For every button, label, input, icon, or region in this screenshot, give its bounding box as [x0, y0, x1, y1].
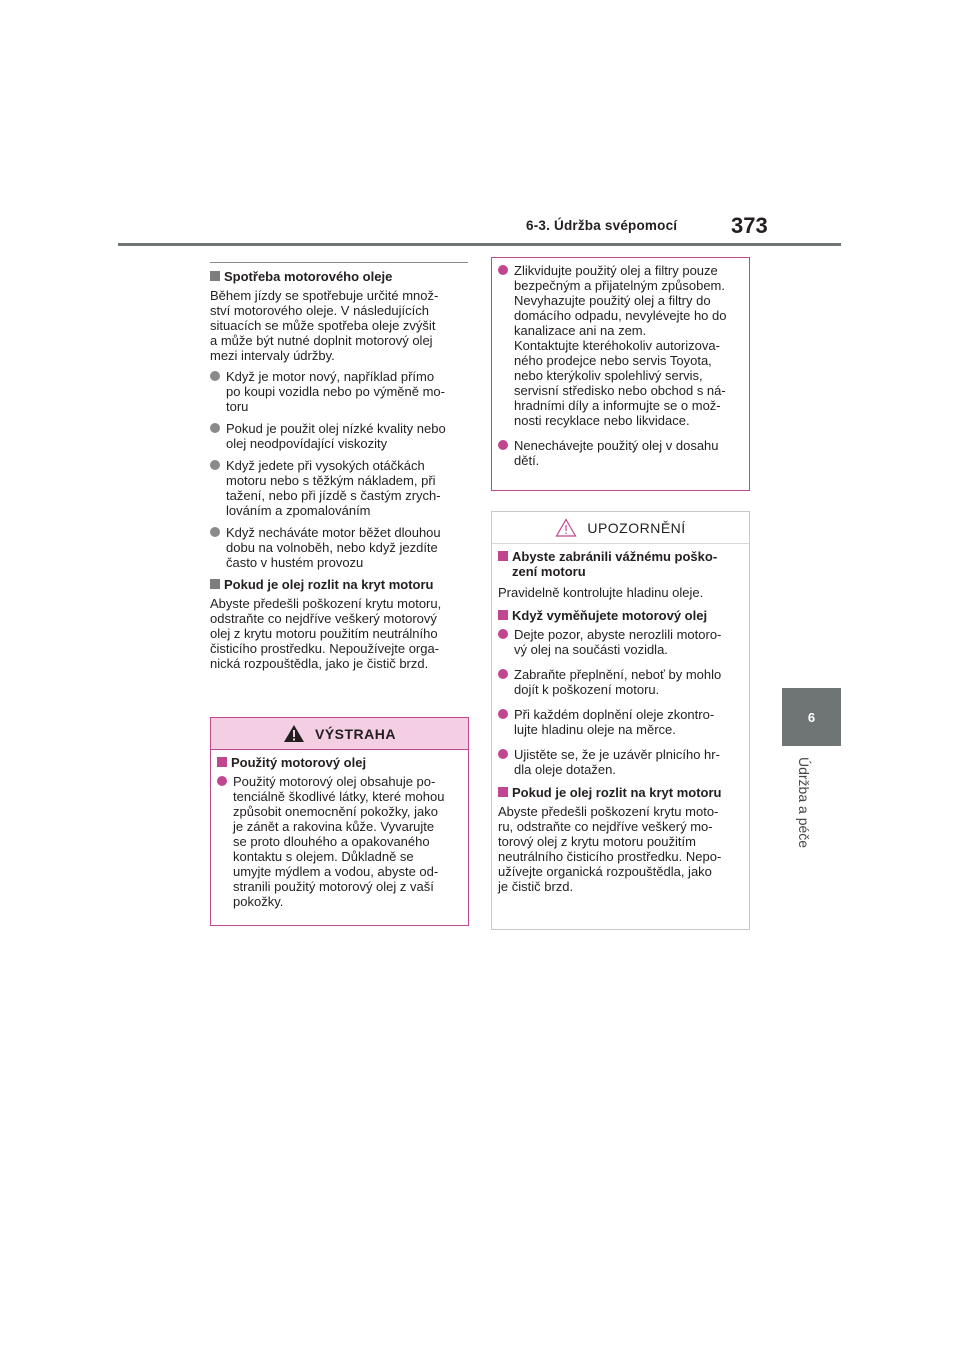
line: Kontaktujte kteréhokoliv autorizova- — [514, 338, 720, 353]
line: dla oleje dotažen. — [514, 762, 616, 777]
left-column — [210, 262, 468, 677]
line: dobu na volnoběh, nebo když jezdíte — [226, 540, 438, 555]
chapter-number: 6 — [807, 709, 816, 725]
square-bullet-icon — [498, 787, 508, 797]
caution-header — [492, 512, 749, 544]
line: stranili použitý motorový olej z vaší — [233, 879, 434, 894]
line: Zabraňte přeplnění, neboť by mohlo — [514, 667, 722, 682]
line: motoru nebo s těžkým nákladem, při — [226, 473, 436, 488]
heading-changing-oil — [498, 608, 743, 623]
warning-title: VÝSTRAHA — [314, 725, 396, 742]
warning-triangle-icon — [283, 724, 305, 743]
bullet-dot-icon — [498, 709, 508, 719]
line: lováním a zpomalováním — [226, 503, 371, 518]
line: nická rozpouštědla, jako je čistič brzd. — [210, 656, 429, 671]
line: Nevyhazujte použitý olej a filtry do — [514, 293, 711, 308]
line: Abyste zabránili vážnému poško- — [512, 549, 718, 564]
bullet-dot-icon — [217, 776, 227, 786]
header-rule — [118, 243, 841, 246]
line: lujte hladinu oleje na měrce. — [514, 722, 676, 737]
line: Pokud je použit olej nízké kvality nebo — [226, 421, 446, 436]
list-item — [498, 263, 743, 428]
bullet-dot-icon — [210, 371, 220, 381]
line: umyjte mýdlem a vodou, abyste od- — [233, 864, 439, 879]
line: domácího odpadu, nevylévejte ho do — [514, 308, 727, 323]
line: neutrálního čisticího prostředku. Nepo- — [498, 849, 722, 864]
line: dojít k poškození motoru. — [514, 682, 660, 697]
list-item — [210, 458, 468, 518]
line: ství motorového oleje. V následujících — [210, 303, 429, 318]
section-rule — [210, 262, 468, 263]
line: je zánět a rakovina kůže. Vyvarujte — [233, 819, 435, 834]
heading-oil-consumption — [210, 269, 468, 284]
list-item — [498, 747, 743, 777]
line: ného prodejce nebo servis Toyota, — [514, 353, 712, 368]
line: nosti recyklace nebo likvidace. — [514, 413, 690, 428]
line: Abyste předešli poškození krytu motoru, — [210, 596, 442, 611]
line: odstraňte co nejdříve veškerý motorový — [210, 611, 437, 626]
line: po koupi vozidla nebo po výměně mo- — [226, 384, 445, 399]
line: olej neodpovídající viskozity — [226, 436, 388, 451]
line: torový olej z krytu motoru použitím — [498, 834, 696, 849]
line: se proto dlouhého a opakovaného — [233, 834, 430, 849]
line: často v hustém provozu — [226, 555, 364, 570]
line: kontaktu s olejem. Důkladně se — [233, 849, 414, 864]
square-bullet-icon — [210, 271, 220, 281]
line: kanalizace ani na zem. — [514, 323, 647, 338]
line: Když jedete při vysokých otáčkách — [226, 458, 425, 473]
line: Dejte pozor, abyste nerozlili motoro- — [514, 627, 722, 642]
line: zení motoru — [512, 564, 586, 579]
bullet-dot-icon — [210, 527, 220, 537]
line: Ujistěte se, že je uzávěr plnicího hr- — [514, 747, 720, 762]
line: Použitý motorový olej obsahuje po- — [233, 774, 436, 789]
line: užívejte organická rozpouštědla, jako — [498, 864, 712, 879]
heading-oil-spill-caution — [498, 785, 743, 800]
square-bullet-icon — [217, 757, 227, 767]
section-title: 6-3. Údržba svépomocí — [526, 218, 678, 233]
line: ru, odstraňte co nejdříve veškerý mo- — [498, 819, 713, 834]
warning-header — [211, 718, 468, 750]
list-item — [217, 774, 462, 909]
list-item — [210, 525, 468, 570]
list-item — [210, 421, 468, 451]
line: Při každém doplnění oleje zkontro- — [514, 707, 715, 722]
paragraph — [498, 804, 743, 894]
heading-text: Pokud je olej rozlit na kryt motoru — [512, 785, 722, 800]
caution-triangle-icon — [555, 518, 577, 537]
bullet-dot-icon — [498, 265, 508, 275]
line: vý olej na součásti vozidla. — [514, 642, 668, 657]
list-item — [210, 369, 468, 414]
line: způsobit onemocnění pokožky, jako — [233, 804, 438, 819]
line: toru — [226, 399, 249, 414]
line: je čistič brzd. — [498, 879, 574, 894]
list-item — [498, 438, 743, 468]
bullet-dot-icon — [498, 629, 508, 639]
chapter-tab — [782, 688, 841, 746]
line: a může být nutné doplnit motorový olej — [210, 333, 433, 348]
list-item — [498, 667, 743, 697]
bullet-dot-icon — [210, 423, 220, 433]
square-bullet-icon — [210, 579, 220, 589]
heading-text: Pokud je olej rozlit na kryt motoru — [224, 577, 434, 592]
line: bezpečným a přijatelným způsobem. — [514, 278, 725, 293]
heading-text: Když vyměňujete motorový olej — [512, 608, 708, 623]
line: Když je motor nový, například přímo — [226, 369, 435, 384]
line: nebo kterýkoliv spolehlivý servis, — [514, 368, 703, 383]
line: Nenechávejte použitý olej v dosahu — [514, 438, 719, 453]
square-bullet-icon — [498, 551, 508, 561]
bullet-dot-icon — [498, 749, 508, 759]
paragraph — [210, 288, 468, 363]
paragraph — [210, 596, 468, 671]
bullet-dot-icon — [498, 669, 508, 679]
heading-prevent-damage — [498, 549, 743, 579]
line: tažení, nebo při jízdě s častým zrych- — [226, 488, 441, 503]
heading-used-oil — [217, 755, 462, 770]
line: situacích se může spotřeba oleje zvýšit — [210, 318, 436, 333]
line: Zlikvidujte použitý olej a filtry pouze — [514, 263, 718, 278]
chapter-label: Údržba a péče — [796, 757, 812, 849]
square-bullet-icon — [498, 610, 508, 620]
line: olej z krytu motoru použitím neutrálního — [210, 626, 438, 641]
line: tenciálně škodlivé látky, které mohou — [233, 789, 445, 804]
bullet-dot-icon — [210, 460, 220, 470]
line: čisticího prostředku. Nepoužívejte orga- — [210, 641, 440, 656]
caution-box — [491, 511, 750, 930]
heading-text: Použitý motorový olej — [231, 755, 367, 770]
list-item — [498, 707, 743, 737]
heading-text: Spotřeba motorového oleje — [224, 269, 393, 284]
line: Když necháváte motor běžet dlouhou — [226, 525, 441, 540]
heading-oil-spill — [210, 577, 468, 592]
line: dětí. — [514, 453, 540, 468]
line: Během jízdy se spotřebuje určité množ- — [210, 288, 439, 303]
list-item — [498, 627, 743, 657]
page-number: 373 — [731, 213, 768, 238]
warning-box — [210, 717, 469, 926]
line: servisní středisko nebo obchod s ná- — [514, 383, 726, 398]
line: Abyste předešli poškození krytu moto- — [498, 804, 719, 819]
line: hradními díly a informujte se o mož- — [514, 398, 721, 413]
caution-title: UPOZORNĚNÍ — [587, 519, 686, 536]
line: pokožky. — [233, 894, 284, 909]
bullet-dot-icon — [498, 440, 508, 450]
warning-continued-box — [491, 257, 750, 491]
paragraph: Pravidelně kontrolujte hladinu oleje. — [498, 585, 704, 600]
line: mezi intervaly údržby. — [210, 348, 335, 363]
